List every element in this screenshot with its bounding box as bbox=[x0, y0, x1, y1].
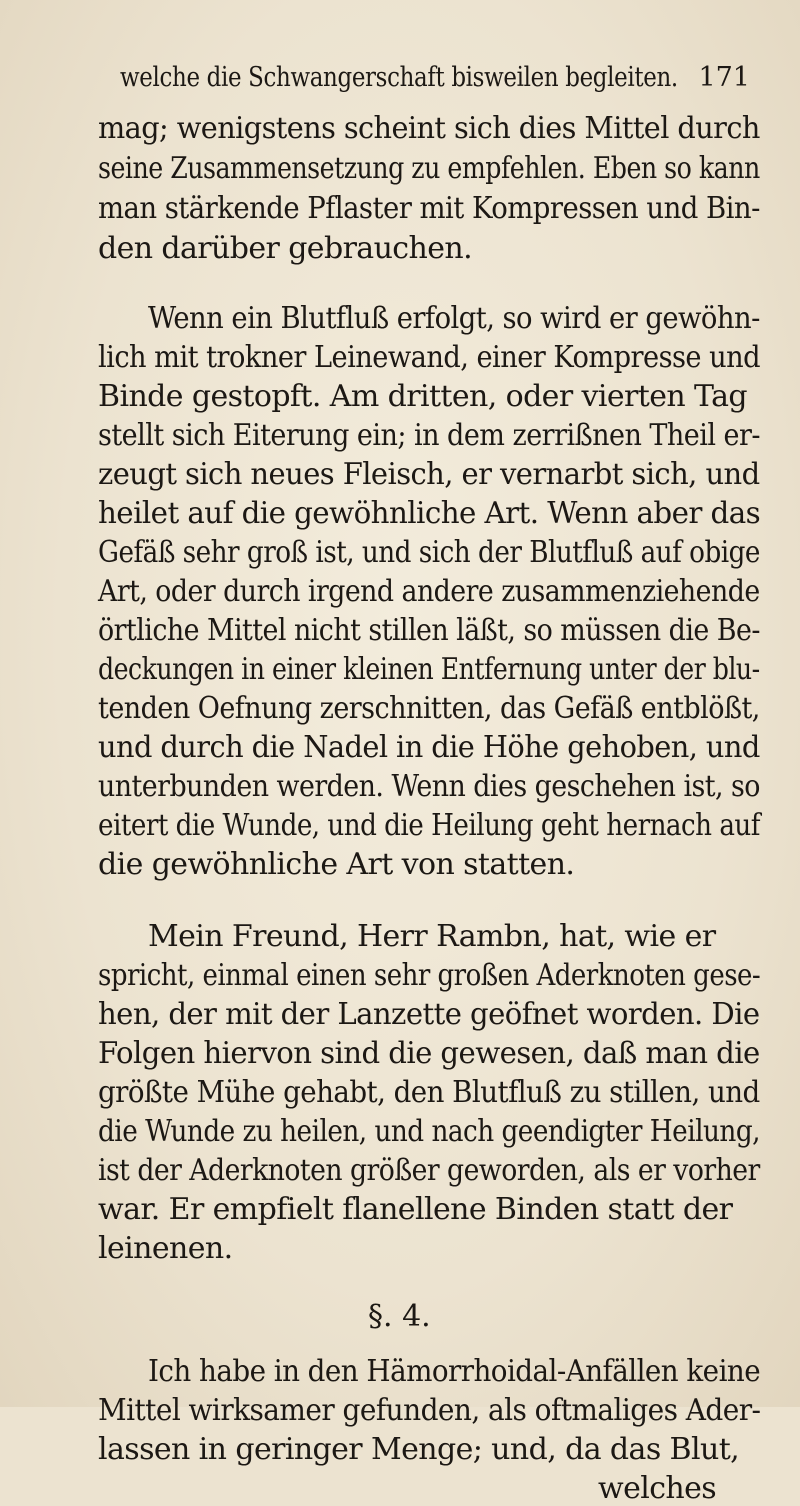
section-heading: §. 4. bbox=[368, 1299, 431, 1334]
text-line: Wenn ein Blutfluß erfolgt, so wird er gewöhn- bbox=[148, 301, 760, 336]
text-line: ist der Aderknoten größer geworden, als er vorher bbox=[98, 1153, 760, 1188]
text-line: Mein Freund, Herr Rambn, hat, wie er bbox=[148, 919, 716, 954]
text-line: heilet auf die gewöhnliche Art. Wenn aber das bbox=[98, 496, 761, 531]
text-line: Art, oder durch irgend andere zusammenziehende bbox=[98, 574, 760, 609]
text-line: die Wunde zu heilen, und nach geendigter Heilung, bbox=[98, 1114, 760, 1149]
text-line: den darüber gebrauchen. bbox=[98, 231, 473, 266]
text-line: Folgen hiervon sind die gewesen, daß man die bbox=[98, 1036, 760, 1071]
text-line: Ich habe in den Hämorrhoidal-Anfällen keine bbox=[148, 1354, 761, 1389]
running-title: welche die Schwangerschaft bisweilen begleiten. bbox=[120, 62, 678, 93]
text-line: man stärkende Pflaster mit Kompressen und Bin- bbox=[98, 191, 760, 226]
page-number: 171 bbox=[698, 62, 750, 93]
text-line: lassen in geringer Menge; und, da das Blut, bbox=[98, 1432, 740, 1467]
text-line: war. Er empfielt flanellene Binden statt der bbox=[98, 1192, 733, 1227]
text-line: hen, der mit der Lanzette geöfnet worden. Die bbox=[98, 997, 760, 1032]
text-line: Mittel wirksamer gefunden, als oftmaliges Ader- bbox=[98, 1393, 761, 1428]
text-line: deckungen in einer kleinen Entfernung unter der blu- bbox=[98, 652, 760, 687]
text-line: die gewöhnliche Art von statten. bbox=[98, 847, 575, 882]
text-line: leinenen. bbox=[98, 1231, 233, 1266]
text-line: seine Zusammensetzung zu empfehlen. Eben so kann bbox=[98, 151, 760, 186]
running-header bbox=[110, 58, 750, 98]
text-line: lich mit trokner Leinewand, einer Kompresse und bbox=[98, 340, 761, 375]
text-line: unterbunden werden. Wenn dies geschehen ist, so bbox=[98, 769, 760, 804]
text-line: örtliche Mittel nicht stillen läßt, so müssen die Be- bbox=[98, 613, 760, 648]
text-line: mag; wenigstens scheint sich dies Mittel durch bbox=[98, 111, 760, 146]
text-line: stellt sich Eiterung ein; in dem zerrißnen Theil er- bbox=[98, 418, 761, 453]
catchword: welches bbox=[598, 1471, 717, 1506]
text-line: eitert die Wunde, und die Heilung geht hernach auf bbox=[98, 808, 760, 843]
text-line: tenden Oefnung zerschnitten, das Gefäß entblößt, bbox=[98, 691, 760, 726]
text-line: Binde gestopft. Am dritten, oder vierten Tag bbox=[98, 379, 747, 414]
text-line: größte Mühe gehabt, den Blutfluß zu stillen, und bbox=[98, 1075, 760, 1110]
text-line: Gefäß sehr groß ist, und sich der Blutfluß auf obige bbox=[98, 535, 760, 570]
text-line: spricht, einmal einen sehr großen Aderknoten gese- bbox=[98, 958, 761, 993]
text-line: und durch die Nadel in die Höhe gehoben, und bbox=[98, 730, 760, 765]
text-line: zeugt sich neues Fleisch, er vernarbt sich, und bbox=[98, 457, 760, 492]
